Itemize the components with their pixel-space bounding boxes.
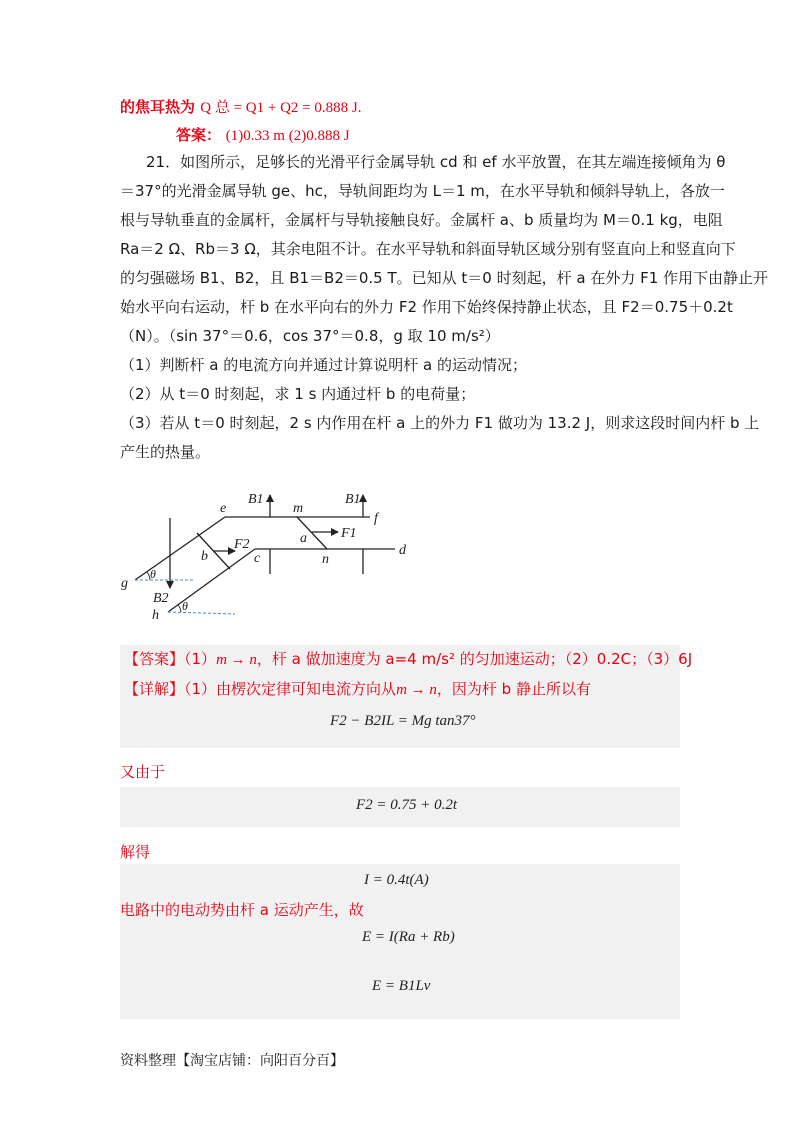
problem-line-6: 始水平向右运动，杆 b 在水平向右的外力 F2 作用下始终保持静止状态，且 F2＝0.75＋0.2t <box>120 298 733 316</box>
detail-text-2: ，因为杆 b 静止所以有 <box>436 680 591 698</box>
previous-answer-text: (1)0.33 m (2)0.888 J <box>225 128 350 144</box>
detail-arrow: m → n <box>396 682 437 698</box>
step2-label: 又由于 <box>120 763 166 781</box>
label-f2: F2 <box>234 537 250 552</box>
answer-rest: ，杆 a 做加速度为 a=4 m/s² 的匀加速运动；（2）0.2C；（3）6J <box>256 650 693 668</box>
heat-sum-prefix: 的焦耳热为 <box>120 98 196 116</box>
label-c: c <box>254 551 261 566</box>
label-a: a <box>300 531 307 546</box>
equation-emf-motion: E = B1Lv <box>372 978 431 994</box>
label-b1-left: B1 <box>248 492 264 507</box>
equation-force-balance: F2 − B2IL = Mg tan37° <box>330 713 476 729</box>
equation-emf-resistance: E = I(Ra + Rb) <box>362 929 455 945</box>
previous-answer <box>176 125 350 146</box>
question-3-line-2: 产生的热量。 <box>120 443 211 461</box>
label-e: e <box>220 501 227 516</box>
answer-part-1: （1） <box>184 650 217 668</box>
problem-line-2: ＝37°的光滑金属导轨 ge、hc，导轨间距均为 L＝1 m，在水平导轨和倾斜导轨上，各放一 <box>120 182 725 200</box>
label-m: m <box>293 501 304 516</box>
problem-line-3: 根与导轨垂直的金属杆，金属杆与导轨接触良好。金属杆 a、b 质量均为 M＝0.1 kg，电阻 <box>120 211 723 229</box>
footer-source: 资料整理【淘宝店铺：向阳百分百】 <box>120 1053 344 1069</box>
detail-label: 【详解】 <box>124 680 185 698</box>
detail-text-1: （1）由楞次定律可知电流方向从 <box>184 680 397 698</box>
label-theta-h: θ <box>182 599 188 613</box>
equation-current: I = 0.4t(A) <box>364 872 429 888</box>
label-g: g <box>121 576 128 591</box>
question-3-line-1: （3）若从 t＝0 时刻起，2 s 内作用在杆 a 上的外力 F1 做功为 13.2 J，则求这段时间内杆 b 上 <box>120 414 760 432</box>
label-theta-g: θ <box>150 567 156 581</box>
previous-answer-label: 答案： <box>176 126 222 144</box>
detail-line <box>124 679 591 700</box>
label-n: n <box>322 552 329 567</box>
label-d: d <box>399 543 406 558</box>
question-2: （2）从 t＝0 时刻起，求 1 s 内通过杆 b 的电荷量； <box>120 385 476 403</box>
equation-f2: F2 = 0.75 + 0.2t <box>356 797 458 813</box>
label-f: f <box>374 511 378 526</box>
problem-line-7: （N）。（sin 37°＝0.6，cos 37°＝0.8，g 取 10 m/s²） <box>120 327 500 345</box>
angle-arc-h <box>178 605 181 612</box>
label-b2: B2 <box>153 591 169 606</box>
question-1: （1）判断杆 a 的电流方向并通过计算说明杆 a 的运动情况； <box>120 356 528 374</box>
problem-line-1: 21．如图所示，足够长的光滑平行金属导轨 cd 和 ef 水平放置，在其左端连接倾角为 θ <box>146 153 726 171</box>
answer-line <box>124 649 692 670</box>
problem-line-4: Ra＝2 Ω、Rb＝3 Ω，其余电阻不计。在水平导轨和斜面导轨区域分别有竖直向上和竖直向下 <box>120 240 736 258</box>
heat-sum-line <box>120 97 361 118</box>
step4-label: 电路中的电动势由杆 a 运动产生，故 <box>120 901 364 919</box>
answer-arrow: m → n <box>216 652 257 668</box>
label-h: h <box>152 608 159 623</box>
label-f1: F1 <box>341 526 357 541</box>
label-b1-right: B1 <box>345 492 361 507</box>
answer-label: 【答案】 <box>124 650 185 668</box>
rail-diagram <box>110 490 420 625</box>
problem-21 <box>120 152 769 471</box>
problem-line-5: 的匀强磁场 B1、B2，且 B1＝B2＝0.5 T。已知从 t＝0 时刻起，杆 a 在外力 F1 作用下由静止开 <box>120 269 769 287</box>
step3-label: 解得 <box>120 843 151 861</box>
dashed-horizontal-h <box>168 612 235 614</box>
label-b: b <box>201 549 208 564</box>
heat-sum-equation: Q 总 = Q1 + Q2 = 0.888 J. <box>200 100 362 116</box>
